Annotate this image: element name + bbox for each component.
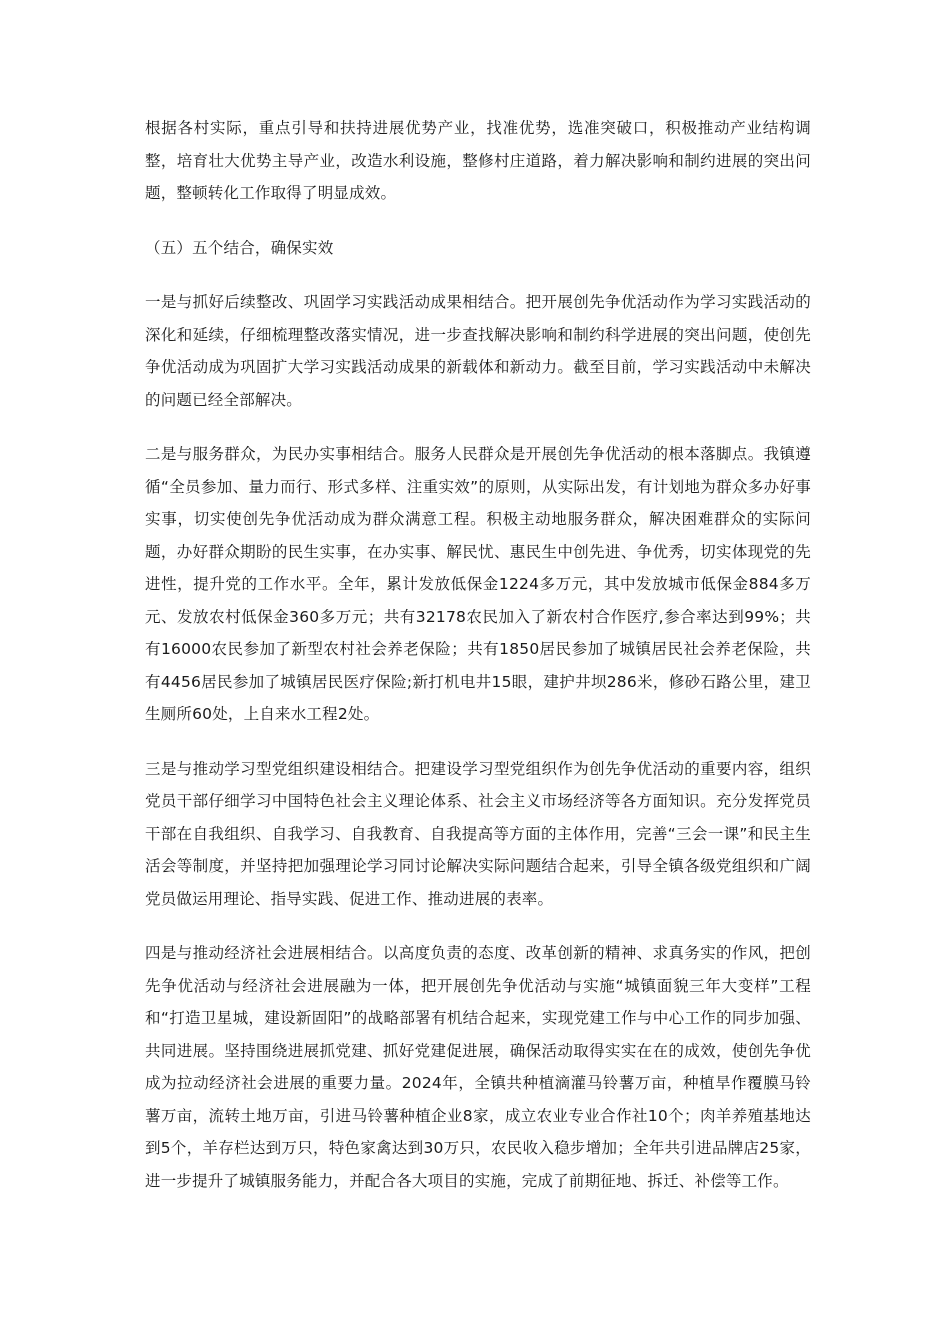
paragraph-point-one: 一是与抓好后续整改、巩固学习实践活动成果相结合。把开展创先争优活动作为学习实践活动的深化和延续，仔细梳理整改落实情况，进一步查找解决影响和制约科学进展的突出问题，使创先争优活动成为巩固扩大学习实践活动成果的新载体和新动力。截至目前，学习实践活动中未解决的问题已经全部解决。 [145,293,811,409]
section-heading: （五）五个结合，确保实效 [145,238,334,257]
paragraph-point-two: 二是与服务群众，为民办实事相结合。服务人民群众是开展创先争优活动的根本落脚点。我镇遵循“全员参加、量力而行、形式多样、注重实效”的原则，从实际出发，有计划地为群众多办好事实事，切实使创先争优活动成为群众满意工程。积极主动地服务群众，解决困难群众的实际问题，办好群众期盼的民生实事，在办实事、解民忧、惠民生中创先进、争优秀，切实体现党的先进性，提升党的工作水平。全年，累计发放低保金1224多万元，其中发放城市低保金884多万元、发放农村低保金360多万元；共有32178农民加入了新农村合作医疗,参合率达到99%；共有16000农民参加了新型农村社会养老保险；共有1850居民参加了城镇居民社会养老保险，共有4456居民参加了城镇居民医疗保险;新打机电井15眼，建护井坝286米，修砂石路公里，建卫生厕所60处，上自来水工程2处。 [145,445,811,723]
paragraph-point-four: 四是与推动经济社会进展相结合。以高度负责的态度、改革创新的精神、求真务实的作风，把创先争优活动与经济社会进展融为一体，把开展创先争优活动与实施“城镇面貌三年大变样”工程和“打造卫星城，建设新固阳”的战略部署有机结合起来，实现党建工作与中心工作的同步加强、共同进展。坚持围绕进展抓党建、抓好党建促进展，确保活动取得实实在在的成效，使创先争优成为拉动经济社会进展的重要力量。2024年，全镇共种植滴灌马铃薯万亩，种植旱作覆膜马铃薯万亩，流转土地万亩，引进马铃薯种植企业8家，成立农业专业合作社10个；肉羊养殖基地达到5个，羊存栏达到万只，特色家禽达到30万只，农民收入稳步增加；全年共引进品牌店25家，进一步提升了城镇服务能力，并配合各大项目的实施，完成了前期征地、拆迁、补偿等工作。 [145,944,811,1190]
paragraph-intro: 根据各村实际，重点引导和扶持进展优势产业，找准优势，选准突破口，积极推动产业结构调整，培育壮大优势主导产业，改造水利设施，整修村庄道路，着力解决影响和制约进展的突出问题，整顿转化工作取得了明显成效。 [145,119,811,202]
paragraph-point-three: 三是与推动学习型党组织建设相结合。把建设学习型党组织作为创先争优活动的重要内容，组织党员干部仔细学习中国特色社会主义理论体系、社会主义市场经济等各方面知识。充分发挥党员干部在自我组织、自我学习、自我教育、自我提高等方面的主体作用，完善“三会一课”和民主生活会等制度，并坚持把加强理论学习同讨论解决实际问题结合起来，引导全镇各级党组织和广阔党员做运用理论、指导实践、促进工作、推动进展的表率。 [145,759,811,908]
document-body [145,112,811,1197]
